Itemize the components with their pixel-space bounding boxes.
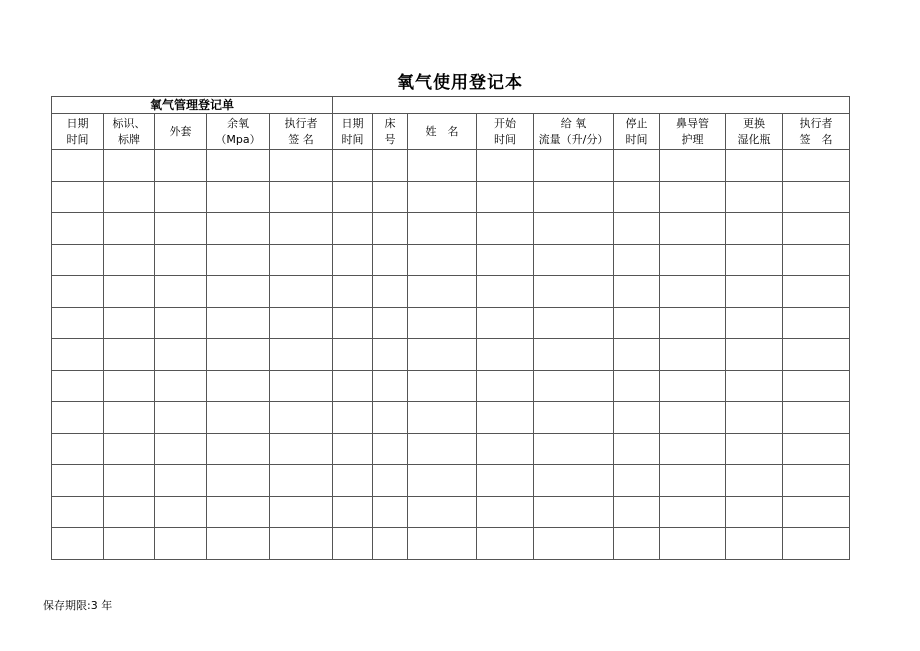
blank-entry-cell [270,528,333,560]
blank-entry-cell [373,244,408,276]
column-header-row [52,114,850,150]
blank-entry-cell [52,213,104,245]
column-header [726,114,783,150]
blank-entry-cell [52,433,104,465]
blank-entry-cell [104,244,155,276]
blank-entry-cell [477,370,534,402]
group-header-row [52,97,850,114]
blank-entry-cell [373,496,408,528]
table-row [52,402,850,434]
blank-entry-cell [408,339,477,371]
blank-entry-cell [52,370,104,402]
blank-entry-cell [104,181,155,213]
blank-entry-cell [270,496,333,528]
table-row [52,307,850,339]
blank-entry-cell [104,307,155,339]
blank-entry-cell [614,244,660,276]
blank-entry-cell [373,528,408,560]
blank-entry-cell [207,528,270,560]
blank-entry-cell [783,528,850,560]
blank-entry-cell [660,370,726,402]
blank-entry-cell [408,276,477,308]
blank-entry-cell [270,213,333,245]
blank-entry-cell [333,213,373,245]
column-header-line2: 护理 [681,132,704,146]
table-row [52,433,850,465]
blank-entry-cell [373,339,408,371]
blank-entry-cell [373,402,408,434]
blank-entry-cell [52,181,104,213]
column-header [333,114,373,150]
blank-entry-cell [333,496,373,528]
blank-entry-cell [333,465,373,497]
blank-entry-cell [534,244,614,276]
blank-entry-cell [52,496,104,528]
blank-entry-cell [534,339,614,371]
column-header-line2: 签 名 [799,132,833,146]
blank-entry-cell [155,465,207,497]
blank-entry-cell [726,402,783,434]
column-header [207,114,270,150]
blank-entry-cell [660,276,726,308]
blank-entry-cell [783,213,850,245]
blank-entry-cell [155,244,207,276]
blank-entry-cell [477,496,534,528]
blank-entry-cell [408,150,477,182]
blank-entry-cell [614,181,660,213]
column-header [614,114,660,150]
blank-entry-cell [477,528,534,560]
blank-entry-cell [270,181,333,213]
blank-entry-cell [270,244,333,276]
blank-entry-cell [373,213,408,245]
blank-entry-cell [207,433,270,465]
column-header [783,114,850,150]
blank-entry-cell [408,370,477,402]
blank-entry-cell [660,150,726,182]
blank-entry-cell [726,181,783,213]
blank-entry-cell [104,370,155,402]
table-row [52,244,850,276]
blank-entry-cell [477,465,534,497]
blank-entry-cell [477,402,534,434]
blank-entry-cell [477,181,534,213]
blank-entry-cell [408,496,477,528]
blank-entry-cell [104,213,155,245]
blank-entry-cell [660,465,726,497]
blank-entry-cell [104,150,155,182]
column-header [52,114,104,150]
blank-entry-cell [534,465,614,497]
blank-entry-cell [660,244,726,276]
blank-entry-cell [155,496,207,528]
blank-entry-cell [52,307,104,339]
blank-entry-cell [408,433,477,465]
blank-entry-cell [333,244,373,276]
blank-entry-cell [726,528,783,560]
blank-entry-cell [207,276,270,308]
blank-entry-cell [614,213,660,245]
blank-entry-cell [534,181,614,213]
blank-entry-cell [373,181,408,213]
blank-entry-cell [155,402,207,434]
blank-entry-cell [783,276,850,308]
blank-entry-cell [534,150,614,182]
blank-entry-cell [783,370,850,402]
column-header-line1: 停止 [625,116,648,130]
blank-entry-cell [373,433,408,465]
blank-entry-cell [207,244,270,276]
column-header [408,114,477,150]
retention-period-note: 保存期限:3 年 [43,599,113,612]
column-header-line1: 更换 [743,116,766,130]
blank-entry-cell [207,465,270,497]
column-header-line1: 日期 [341,116,364,130]
blank-entry-cell [614,307,660,339]
blank-entry-cell [614,496,660,528]
blank-entry-cell [333,307,373,339]
blank-entry-cell [783,181,850,213]
blank-entry-cell [534,496,614,528]
blank-entry-cell [408,213,477,245]
column-header-line1: 执行者 [284,116,318,130]
column-header-line1: 日期 [66,116,89,130]
blank-entry-cell [477,307,534,339]
blank-entry-cell [270,370,333,402]
table-row [52,181,850,213]
blank-entry-cell [52,528,104,560]
blank-entry-cell [477,433,534,465]
column-header [104,114,155,150]
oxygen-register-table [51,96,850,560]
table-row [52,528,850,560]
column-header-line2: 号 [384,132,396,146]
blank-entry-cell [333,528,373,560]
column-header-line1: 外套 [169,124,192,138]
blank-entry-cell [207,339,270,371]
blank-entry-cell [614,465,660,497]
blank-entry-cell [726,496,783,528]
blank-entry-cell [333,402,373,434]
blank-entry-cell [104,433,155,465]
blank-entry-cell [155,339,207,371]
column-header-line1: 鼻导管 [676,116,710,130]
blank-entry-cell [534,370,614,402]
blank-entry-cell [614,433,660,465]
blank-entry-cell [104,402,155,434]
blank-entry-cell [52,402,104,434]
table-row [52,339,850,371]
blank-entry-cell [104,276,155,308]
blank-entry-cell [614,339,660,371]
blank-entry-cell [52,276,104,308]
table-row [52,496,850,528]
blank-entry-cell [207,370,270,402]
blank-entry-cell [155,528,207,560]
column-header [373,114,408,150]
blank-entry-cell [373,150,408,182]
blank-entry-cell [333,276,373,308]
column-header [534,114,614,150]
group-blank-cell [333,97,850,114]
blank-entry-cell [333,150,373,182]
blank-entry-cell [270,307,333,339]
blank-entry-cell [408,244,477,276]
blank-entry-cell [534,433,614,465]
blank-entry-cell [373,370,408,402]
blank-entry-cell [660,496,726,528]
blank-entry-cell [373,276,408,308]
blank-entry-cell [534,528,614,560]
blank-entry-cell [408,465,477,497]
column-header-line2: （Mpa） [215,132,261,146]
column-header-line2: 签 名 [288,132,314,146]
column-header-line1: 给 氧 [560,116,587,130]
blank-entry-cell [270,276,333,308]
blank-entry-cell [726,339,783,371]
blank-entry-cell [477,213,534,245]
column-header [270,114,333,150]
column-header-line2: 时间 [625,132,648,146]
table-row [52,370,850,402]
blank-entry-cell [477,276,534,308]
column-header-line2: 时间 [494,132,517,146]
blank-entry-cell [155,213,207,245]
blank-entry-cell [408,307,477,339]
table-row [52,150,850,182]
blank-entry-cell [270,150,333,182]
blank-entry-cell [104,339,155,371]
blank-entry-cell [660,307,726,339]
blank-entry-cell [783,244,850,276]
blank-entry-cell [534,402,614,434]
column-header-line1: 姓 名 [425,124,459,138]
blank-entry-cell [783,339,850,371]
blank-entry-cell [477,339,534,371]
blank-entry-cell [534,276,614,308]
table-row [52,213,850,245]
blank-entry-cell [333,339,373,371]
blank-entry-cell [783,496,850,528]
blank-entry-cell [614,150,660,182]
blank-entry-cell [52,150,104,182]
blank-entry-cell [207,402,270,434]
blank-entry-cell [270,433,333,465]
blank-entry-cell [333,370,373,402]
blank-entry-cell [477,150,534,182]
blank-entry-cell [155,370,207,402]
blank-entry-cell [155,181,207,213]
column-header-line2: 时间 [341,132,364,146]
blank-entry-cell [333,181,373,213]
column-header [155,114,207,150]
table-row [52,465,850,497]
blank-entry-cell [270,339,333,371]
table-row [52,276,850,308]
blank-entry-cell [726,213,783,245]
blank-entry-cell [660,181,726,213]
blank-entry-cell [726,244,783,276]
blank-entry-cell [783,402,850,434]
blank-entry-cell [408,402,477,434]
column-header-line2: 湿化瓶 [737,132,771,146]
blank-entry-cell [270,465,333,497]
blank-entry-cell [477,244,534,276]
blank-entry-cell [614,402,660,434]
blank-entry-cell [726,370,783,402]
column-header-line1: 开始 [494,116,517,130]
blank-entry-cell [155,276,207,308]
blank-entry-cell [726,150,783,182]
blank-entry-cell [614,370,660,402]
blank-entry-cell [726,465,783,497]
blank-entry-cell [534,307,614,339]
blank-entry-cell [534,213,614,245]
blank-entry-cell [155,433,207,465]
blank-entry-cell [408,528,477,560]
blank-entry-cell [52,339,104,371]
blank-entry-cell [660,528,726,560]
blank-entry-cell [333,433,373,465]
blank-entry-cell [726,276,783,308]
column-header-line1: 余氧 [227,116,249,130]
column-header [660,114,726,150]
column-header-line2: 标牌 [118,132,140,146]
column-header-line1: 执行者 [799,116,833,130]
blank-entry-cell [104,465,155,497]
column-header-line1: 床 [384,116,396,130]
blank-entry-cell [660,433,726,465]
blank-entry-cell [783,307,850,339]
blank-entry-cell [660,213,726,245]
blank-entry-cell [783,465,850,497]
blank-entry-cell [155,307,207,339]
blank-entry-cell [726,433,783,465]
blank-entry-cell [207,150,270,182]
blank-entry-cell [726,307,783,339]
blank-entry-cell [155,150,207,182]
blank-entry-cell [660,339,726,371]
blank-entry-cell [52,465,104,497]
blank-entry-cell [52,244,104,276]
blank-entry-cell [408,181,477,213]
blank-entry-cell [614,528,660,560]
blank-entry-cell [660,402,726,434]
blank-entry-cell [207,213,270,245]
blank-entry-cell [207,307,270,339]
blank-entry-cell [207,496,270,528]
column-header-line1: 标识、 [112,116,146,130]
blank-entry-cell [783,150,850,182]
group-title: 氧气管理登记单 [52,97,333,114]
blank-entry-cell [270,402,333,434]
blank-entry-cell [104,528,155,560]
column-header-line2: 流量（升/分） [538,132,609,146]
blank-entry-cell [373,465,408,497]
blank-entry-cell [614,276,660,308]
column-header-line2: 时间 [66,132,89,146]
blank-entry-cell [104,496,155,528]
blank-entry-cell [783,433,850,465]
blank-entry-cell [373,307,408,339]
document-title: 氧气使用登记本 [397,73,523,93]
column-header [477,114,534,150]
blank-entry-cell [207,181,270,213]
